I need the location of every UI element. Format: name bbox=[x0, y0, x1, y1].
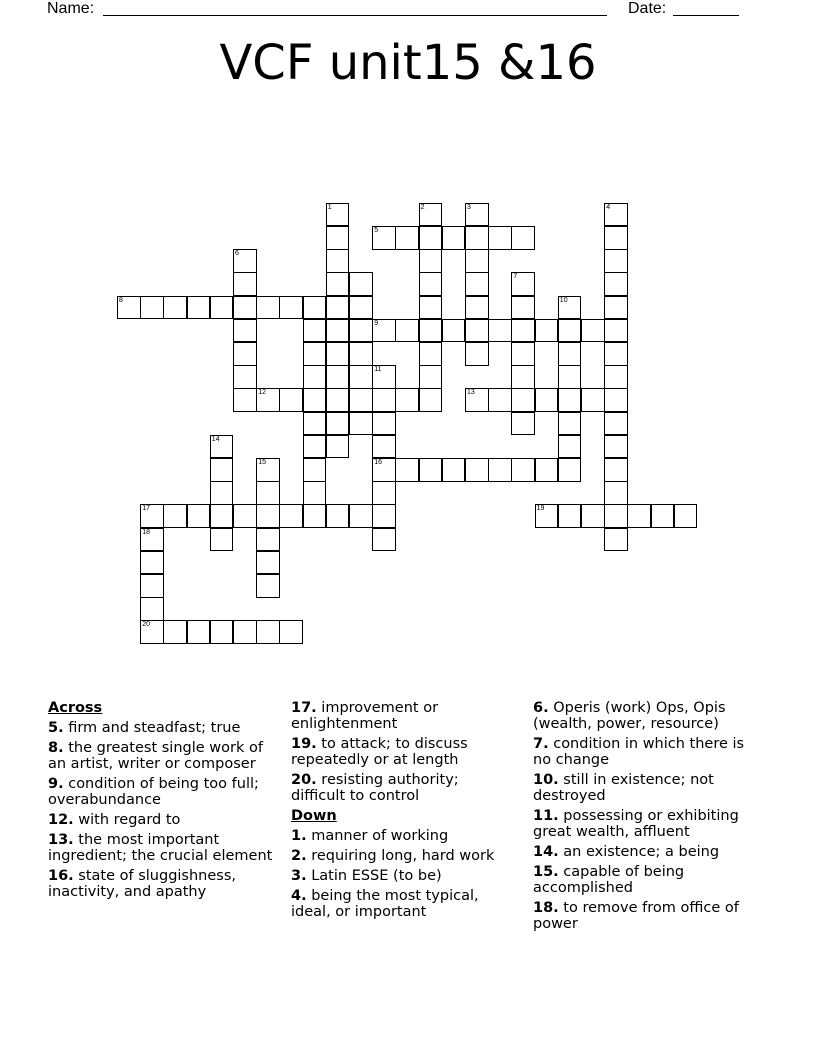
grid-cell[interactable] bbox=[140, 551, 164, 575]
grid-cell[interactable] bbox=[604, 388, 628, 412]
grid-cell[interactable] bbox=[256, 574, 280, 598]
grid-cell[interactable] bbox=[465, 342, 489, 366]
grid-cell[interactable] bbox=[465, 296, 489, 320]
grid-cell[interactable] bbox=[256, 458, 280, 482]
clue-text: manner of working bbox=[311, 828, 449, 844]
grid-cell[interactable] bbox=[511, 365, 535, 389]
grid-cell[interactable] bbox=[558, 388, 582, 412]
grid-cell[interactable] bbox=[349, 296, 373, 320]
clue-number: 8. bbox=[48, 740, 64, 756]
grid-cell[interactable] bbox=[140, 597, 164, 621]
grid-cell[interactable] bbox=[419, 203, 443, 227]
grid-cell[interactable] bbox=[465, 249, 489, 273]
cell-number: 3 bbox=[467, 203, 471, 211]
grid-cell[interactable] bbox=[511, 319, 535, 343]
clues-column-2 bbox=[291, 700, 516, 924]
grid-cell[interactable] bbox=[256, 504, 280, 528]
grid-cell[interactable] bbox=[187, 504, 211, 528]
grid-cell[interactable] bbox=[349, 388, 373, 412]
grid-cell[interactable] bbox=[558, 342, 582, 366]
grid-cell[interactable] bbox=[349, 272, 373, 296]
grid-cell[interactable] bbox=[326, 272, 350, 296]
grid-cell[interactable] bbox=[604, 203, 628, 227]
clue-number: 6. bbox=[533, 700, 549, 716]
grid-cell[interactable] bbox=[233, 342, 257, 366]
grid-cell[interactable] bbox=[326, 365, 350, 389]
grid-cell[interactable] bbox=[465, 388, 489, 412]
clue-across-13 bbox=[48, 832, 273, 864]
grid-cell[interactable] bbox=[279, 620, 303, 644]
grid-cell[interactable] bbox=[233, 388, 257, 412]
clue-text: capable of being accomplished bbox=[533, 864, 685, 896]
grid-cell[interactable] bbox=[372, 226, 396, 250]
clue-text: being the most typical, ideal, or important bbox=[291, 888, 479, 920]
grid-cell[interactable] bbox=[303, 296, 327, 320]
down-heading: Down bbox=[291, 808, 337, 824]
grid-cell[interactable] bbox=[210, 620, 234, 644]
grid-cell[interactable] bbox=[674, 504, 698, 528]
grid-cell[interactable] bbox=[465, 319, 489, 343]
grid-cell[interactable] bbox=[303, 388, 327, 412]
cell-number: 14 bbox=[211, 435, 220, 443]
grid-cell[interactable] bbox=[395, 319, 419, 343]
grid-cell[interactable] bbox=[256, 296, 280, 320]
clue-text: possessing or exhibiting great wealth, affluent bbox=[533, 808, 739, 840]
grid-cell[interactable] bbox=[140, 528, 164, 552]
grid-cell[interactable] bbox=[279, 504, 303, 528]
clue-number: 19. bbox=[291, 736, 317, 752]
grid-cell[interactable] bbox=[604, 365, 628, 389]
clue-down-4 bbox=[291, 888, 516, 920]
clue-text: state of sluggishness, inactivity, and apathy bbox=[48, 868, 237, 900]
grid-cell[interactable] bbox=[419, 458, 443, 482]
clue-across-16 bbox=[48, 868, 273, 900]
clue-text: Latin ESSE (to be) bbox=[311, 868, 442, 884]
grid-cell[interactable] bbox=[604, 435, 628, 459]
grid-cell[interactable] bbox=[163, 504, 187, 528]
grid-cell[interactable] bbox=[279, 296, 303, 320]
grid-cell[interactable] bbox=[604, 412, 628, 436]
grid-cell[interactable] bbox=[558, 458, 582, 482]
cell-number: 13 bbox=[467, 389, 475, 397]
grid-cell[interactable] bbox=[465, 458, 489, 482]
grid-cell[interactable] bbox=[326, 296, 350, 320]
page-title: VCF unit15 &16 bbox=[219, 35, 597, 91]
grid-cell[interactable] bbox=[442, 319, 466, 343]
grid-cell[interactable] bbox=[604, 504, 628, 528]
clue-down-6 bbox=[533, 700, 763, 732]
grid-cell[interactable] bbox=[604, 249, 628, 273]
grid-cell[interactable] bbox=[140, 504, 164, 528]
clue-down-7 bbox=[533, 736, 763, 768]
clue-down-2 bbox=[291, 848, 516, 864]
grid-cell[interactable] bbox=[627, 504, 651, 528]
clue-text: the most important ingredient; the crucial element bbox=[48, 832, 273, 864]
grid-cell[interactable] bbox=[256, 620, 280, 644]
grid-cell[interactable] bbox=[419, 272, 443, 296]
grid-cell[interactable] bbox=[210, 458, 234, 482]
grid-cell[interactable] bbox=[303, 481, 327, 505]
grid-cell[interactable] bbox=[511, 342, 535, 366]
grid-cell[interactable] bbox=[442, 458, 466, 482]
grid-cell[interactable] bbox=[372, 504, 396, 528]
clue-number: 16. bbox=[48, 868, 74, 884]
grid-cell[interactable] bbox=[233, 272, 257, 296]
grid-cell[interactable] bbox=[326, 203, 350, 227]
clue-across-17 bbox=[291, 700, 516, 732]
cell-number: 6 bbox=[235, 250, 239, 258]
cell-number: 8 bbox=[119, 296, 123, 304]
cell-number: 1 bbox=[327, 203, 332, 211]
grid-cell[interactable] bbox=[419, 249, 443, 273]
clue-text: an existence; a being bbox=[563, 844, 720, 860]
grid-cell[interactable] bbox=[187, 620, 211, 644]
grid-cell[interactable] bbox=[117, 296, 141, 320]
grid-cell[interactable] bbox=[419, 342, 443, 366]
grid-cell[interactable] bbox=[349, 365, 373, 389]
clue-across-12 bbox=[48, 812, 273, 828]
grid-cell[interactable] bbox=[140, 574, 164, 598]
grid-cell[interactable] bbox=[233, 620, 257, 644]
clue-text: to remove from office of power bbox=[533, 900, 739, 932]
grid-cell[interactable] bbox=[303, 319, 327, 343]
grid-cell[interactable] bbox=[581, 388, 605, 412]
across-heading: Across bbox=[48, 700, 103, 716]
grid-cell[interactable] bbox=[349, 342, 373, 366]
grid-cell[interactable] bbox=[535, 319, 559, 343]
grid-cell[interactable] bbox=[326, 342, 350, 366]
clue-down-1 bbox=[291, 828, 516, 844]
grid-cell[interactable] bbox=[488, 388, 512, 412]
cell-number: 7 bbox=[513, 273, 518, 281]
clue-text: requiring long, hard work bbox=[311, 848, 495, 864]
grid-cell[interactable] bbox=[558, 412, 582, 436]
grid-cell[interactable] bbox=[465, 226, 489, 250]
clue-text: the greatest single work of an artist, writer or composer bbox=[48, 740, 263, 772]
grid-cell[interactable] bbox=[210, 504, 234, 528]
grid-cell[interactable] bbox=[372, 528, 396, 552]
grid-cell[interactable] bbox=[326, 504, 350, 528]
grid-cell[interactable] bbox=[233, 504, 257, 528]
grid-cell[interactable] bbox=[558, 296, 582, 320]
clue-number: 7. bbox=[533, 736, 549, 752]
grid-cell[interactable] bbox=[326, 226, 350, 250]
grid-cell[interactable] bbox=[511, 226, 535, 250]
grid-cell[interactable] bbox=[535, 504, 559, 528]
grid-cell[interactable] bbox=[256, 528, 280, 552]
clue-number: 4. bbox=[291, 888, 307, 904]
cell-number: 12 bbox=[258, 389, 266, 397]
clue-number: 1. bbox=[291, 828, 307, 844]
grid-cell[interactable] bbox=[163, 620, 187, 644]
clue-number: 12. bbox=[48, 812, 74, 828]
grid-cell[interactable] bbox=[372, 412, 396, 436]
clue-text: still in existence; not destroyed bbox=[533, 772, 714, 804]
cell-number: 4 bbox=[606, 203, 611, 211]
grid-cell[interactable] bbox=[210, 528, 234, 552]
grid-cell[interactable] bbox=[395, 388, 419, 412]
grid-cell[interactable] bbox=[303, 435, 327, 459]
grid-cell[interactable] bbox=[233, 319, 257, 343]
grid-cell[interactable] bbox=[372, 365, 396, 389]
clue-number: 17. bbox=[291, 700, 317, 716]
grid-cell[interactable] bbox=[604, 528, 628, 552]
grid-cell[interactable] bbox=[303, 412, 327, 436]
clue-number: 5. bbox=[48, 720, 64, 736]
grid-cell[interactable] bbox=[372, 319, 396, 343]
grid-cell[interactable] bbox=[372, 435, 396, 459]
grid-cell[interactable] bbox=[604, 481, 628, 505]
grid-cell[interactable] bbox=[279, 388, 303, 412]
grid-cell[interactable] bbox=[465, 272, 489, 296]
grid-cell[interactable] bbox=[558, 435, 582, 459]
clue-number: 18. bbox=[533, 900, 559, 916]
clue-down-3 bbox=[291, 868, 516, 884]
clue-number: 13. bbox=[48, 832, 74, 848]
grid-cell[interactable] bbox=[419, 388, 443, 412]
grid-cell[interactable] bbox=[303, 365, 327, 389]
grid-cell[interactable] bbox=[488, 319, 512, 343]
grid-cell[interactable] bbox=[233, 296, 257, 320]
grid-cell[interactable] bbox=[604, 272, 628, 296]
grid-cell[interactable] bbox=[558, 319, 582, 343]
grid-cell[interactable] bbox=[187, 296, 211, 320]
grid-cell[interactable] bbox=[488, 458, 512, 482]
grid-cell[interactable] bbox=[349, 319, 373, 343]
clue-number: 10. bbox=[533, 772, 559, 788]
grid-cell[interactable] bbox=[604, 319, 628, 343]
grid-cell[interactable] bbox=[349, 412, 373, 436]
grid-cell[interactable] bbox=[604, 226, 628, 250]
grid-cell[interactable] bbox=[558, 365, 582, 389]
grid-cell[interactable] bbox=[233, 249, 257, 273]
grid-cell[interactable] bbox=[256, 481, 280, 505]
grid-cell[interactable] bbox=[604, 342, 628, 366]
grid-cell[interactable] bbox=[372, 458, 396, 482]
grid-cell[interactable] bbox=[558, 504, 582, 528]
grid-cell[interactable] bbox=[372, 481, 396, 505]
grid-cell[interactable] bbox=[442, 226, 466, 250]
clue-number: 14. bbox=[533, 844, 559, 860]
cell-number: 18 bbox=[142, 528, 150, 536]
date-label: Date: bbox=[628, 0, 667, 17]
clue-number: 2. bbox=[291, 848, 307, 864]
clues-column-1 bbox=[48, 700, 273, 904]
cell-number: 2 bbox=[420, 203, 425, 211]
clue-number: 9. bbox=[48, 776, 64, 792]
grid-cell[interactable] bbox=[256, 551, 280, 575]
cell-number: 17 bbox=[142, 505, 150, 513]
cell-number: 16 bbox=[374, 459, 382, 466]
cell-number: 10 bbox=[559, 296, 568, 304]
grid-cell[interactable] bbox=[581, 319, 605, 343]
grid-cell[interactable] bbox=[303, 458, 327, 482]
grid-cell[interactable] bbox=[511, 272, 535, 296]
grid-cell[interactable] bbox=[140, 296, 164, 320]
clue-text: condition of being too full; overabundance bbox=[48, 776, 259, 808]
grid-cell[interactable] bbox=[326, 249, 350, 273]
clue-across-5 bbox=[48, 720, 273, 736]
grid-cell[interactable] bbox=[372, 388, 396, 412]
grid-cell[interactable] bbox=[581, 504, 605, 528]
grid-cell[interactable] bbox=[349, 504, 373, 528]
grid-cell[interactable] bbox=[210, 435, 234, 459]
grid-cell[interactable] bbox=[256, 388, 280, 412]
grid-cell[interactable] bbox=[210, 296, 234, 320]
grid-cell[interactable] bbox=[419, 226, 443, 250]
clue-number: 15. bbox=[533, 864, 559, 880]
cell-number: 5 bbox=[374, 227, 379, 234]
grid-cell[interactable] bbox=[210, 481, 234, 505]
grid-cell[interactable] bbox=[419, 319, 443, 343]
clue-text: improvement or enlightenment bbox=[291, 700, 439, 732]
clue-number: 3. bbox=[291, 868, 307, 884]
grid-cell[interactable] bbox=[419, 365, 443, 389]
clue-down-15 bbox=[533, 864, 763, 896]
clue-text: with regard to bbox=[78, 812, 181, 828]
cell-number: 9 bbox=[374, 319, 379, 327]
grid-cell[interactable] bbox=[511, 458, 535, 482]
grid-cell[interactable] bbox=[163, 296, 187, 320]
clue-text: firm and steadfast; true bbox=[68, 720, 241, 736]
clue-number: 11. bbox=[533, 808, 559, 824]
clue-text: to attack; to discuss repeatedly or at length bbox=[291, 736, 468, 768]
grid-cell[interactable] bbox=[419, 296, 443, 320]
clue-across-9 bbox=[48, 776, 273, 808]
grid-cell[interactable] bbox=[326, 412, 350, 436]
grid-cell[interactable] bbox=[465, 203, 489, 227]
clue-down-11 bbox=[533, 808, 763, 840]
grid-cell[interactable] bbox=[140, 620, 164, 644]
cell-number: 19 bbox=[536, 505, 545, 513]
name-label: Name: bbox=[47, 0, 95, 17]
cell-number: 20 bbox=[142, 621, 150, 629]
grid-cell[interactable] bbox=[651, 504, 675, 528]
clue-text: condition in which there is no change bbox=[533, 736, 745, 768]
clue-down-14 bbox=[533, 844, 763, 860]
grid-cell[interactable] bbox=[535, 388, 559, 412]
grid-cell[interactable] bbox=[535, 458, 559, 482]
grid-cell[interactable] bbox=[511, 388, 535, 412]
clue-text: Operis (work) Ops, Opis (wealth, power, resource) bbox=[533, 700, 726, 732]
grid-cell[interactable] bbox=[233, 365, 257, 389]
clue-across-8 bbox=[48, 740, 273, 772]
clue-text: resisting authority; difficult to control bbox=[291, 772, 459, 804]
clue-down-18 bbox=[533, 900, 763, 932]
grid-cell[interactable] bbox=[303, 504, 327, 528]
clue-down-10 bbox=[533, 772, 763, 804]
grid-cell[interactable] bbox=[511, 412, 535, 436]
grid-cell[interactable] bbox=[604, 296, 628, 320]
clue-number: 20. bbox=[291, 772, 317, 788]
grid-cell[interactable] bbox=[604, 458, 628, 482]
cell-number: 11 bbox=[374, 366, 382, 374]
cell-number: 15 bbox=[258, 459, 266, 466]
grid-cell[interactable] bbox=[395, 226, 419, 250]
grid-cell[interactable] bbox=[326, 388, 350, 412]
clues-column-3 bbox=[533, 700, 763, 936]
clue-across-20 bbox=[291, 772, 516, 804]
grid-cell[interactable] bbox=[488, 226, 512, 250]
grid-cell[interactable] bbox=[326, 319, 350, 343]
grid-cell[interactable] bbox=[303, 342, 327, 366]
grid-cell[interactable] bbox=[511, 296, 535, 320]
grid-cell[interactable] bbox=[395, 458, 419, 482]
clue-across-19 bbox=[291, 736, 516, 768]
grid-cell[interactable] bbox=[326, 435, 350, 459]
